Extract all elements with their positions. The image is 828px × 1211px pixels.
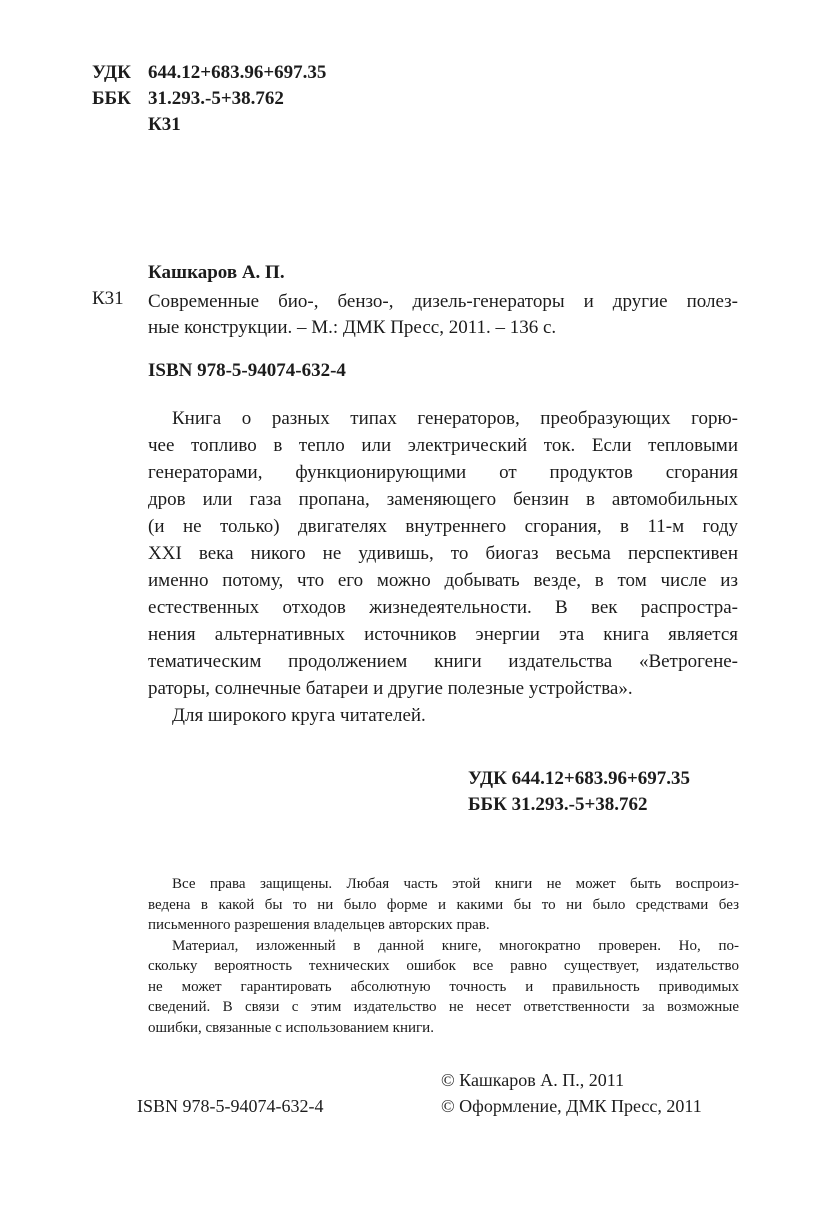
annotation-line: именно потому, что его можно добывать везде, в том числе из — [148, 570, 738, 591]
bbk-label: ББК — [92, 88, 131, 109]
bbk-value: 31.293.-5+38.762 — [148, 88, 284, 109]
annotation-line: генераторами, функционирующими от продуктов сгорания — [148, 462, 738, 483]
author-sign: К31 — [92, 288, 124, 309]
rights-line: Материал, изложенный в данной книге, многократно проверен. Но, по- — [172, 937, 739, 954]
audience-note: Для широкого круга читателей. — [172, 705, 426, 726]
book-title-line-2: ные конструкции. – М.: ДМК Пресс, 2011. – 136 с. — [148, 317, 557, 338]
author-sign-value: К31 — [148, 114, 181, 135]
copyright-author: © Кашкаров А. П., 2011 — [441, 1070, 625, 1090]
isbn-footer: ISBN 978-5-94074-632-4 — [137, 1096, 324, 1116]
annotation-line: тематическим продолжением книги издательства «Ветрогене- — [148, 651, 738, 672]
copyright-design: © Оформление, ДМК Пресс, 2011 — [441, 1096, 702, 1116]
book-title-line-1: Современные био-, бензо-, дизель-генераторы и другие полез- — [148, 291, 738, 312]
annotation-line: раторы, солнечные батареи и другие полезные устройства». — [148, 678, 633, 699]
isbn-bold: ISBN 978-5-94074-632-4 — [148, 360, 346, 381]
rights-line: ошибки, связанные с использованием книги. — [148, 1019, 434, 1036]
annotation-line: дров или газа пропана, заменяющего бензин в автомобильных — [148, 489, 738, 510]
annotation-line: Книга о разных типах генераторов, преобразующих горю- — [172, 408, 738, 429]
rights-line: Все права защищены. Любая часть этой книги не может быть воспроиз- — [172, 876, 739, 892]
bbk-code-bottom: ББК 31.293.-5+38.762 — [468, 794, 648, 815]
rights-line: сведений. В связи с этим издательство не несет ответственности за возможные — [148, 999, 739, 1015]
udk-value: 644.12+683.96+697.35 — [148, 62, 327, 83]
author-name: Кашкаров А. П. — [148, 262, 285, 283]
annotation-line: естественных отходов жизнедеятельности. В век распростра- — [148, 597, 738, 618]
annotation-line: (и не только) двигателях внутреннего сгорания, в 11-м году — [148, 516, 738, 537]
rights-line: не может гарантировать абсолютную точность и правильность приводимых — [148, 978, 739, 995]
annotation-line: нения альтернативных источников энергии эта книга является — [148, 624, 738, 645]
rights-line: ведена в какой бы то ни было форме и какими бы то ни было средствами без — [148, 896, 739, 913]
annotation-line: чее топливо в тепло или электрический ток. Если тепловыми — [148, 435, 738, 456]
rights-line: скольку вероятность технических ошибок все равно существует, издательство — [148, 958, 739, 974]
udk-label: УДК — [92, 62, 131, 83]
rights-line: письменного разрешения владельцев авторских прав. — [148, 917, 490, 933]
udk-code-bottom: УДК 644.12+683.96+697.35 — [468, 768, 691, 789]
annotation-line: XXI века никого не удивишь, то биогаз весьма перспективен — [148, 543, 738, 564]
